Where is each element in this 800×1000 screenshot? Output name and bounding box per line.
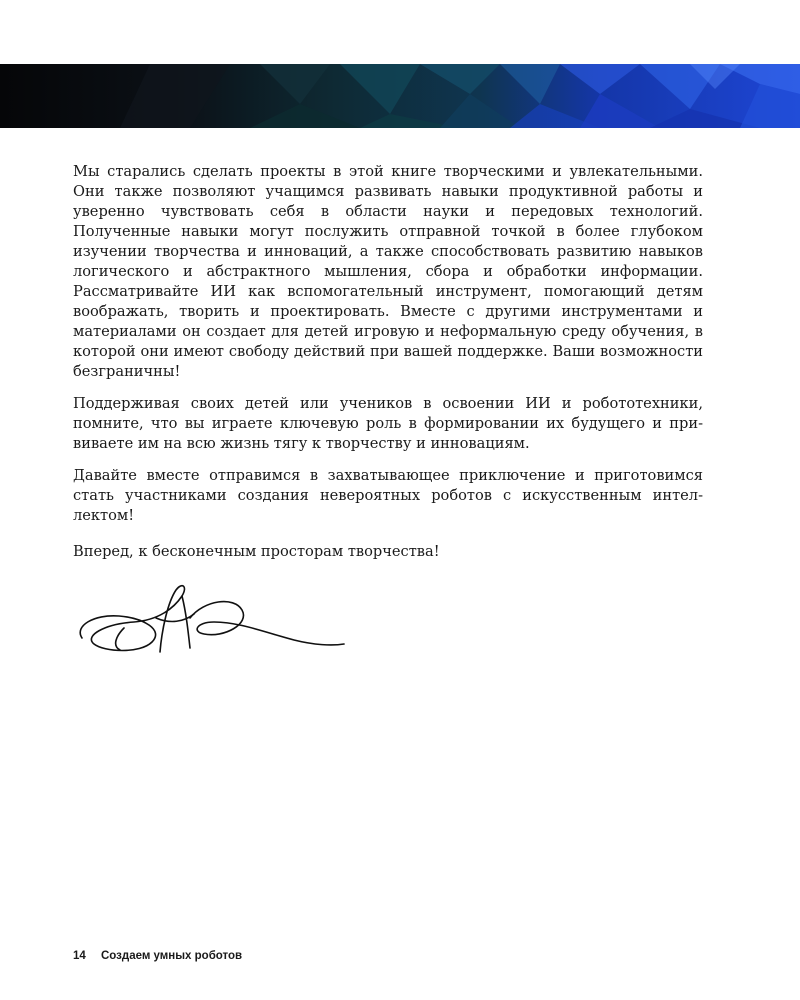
book-title: Создаем умных роботов — [101, 950, 243, 962]
closing-line: Вперед, к бесконечным просторам творчества! — [73, 543, 440, 560]
paragraph: Давайте вместе отправимся в захватывающее приключение и приготовимся стать участниками создания невероятных роботов с искусственным интеллектом! — [73, 467, 703, 524]
page-footer — [73, 950, 242, 962]
paragraph: Мы старались сделать проекты в этой книге творческими и увлекательными. Они также позволяют учащимся развивать навыки продуктивной работы и уверенно чувствовать себя в области науки и передовых технологий. Полученные навыки могут послужить отправной точкой в более глубоком изучении творчества и инноваций, а также способствовать развитию навыков логического и абстрактного мышления, сбора и обработки информации. Рассматривайте ИИ как вспомогательный инструмент, помогающий детям воображать, творить и проектировать. Вместе с другими инструментами и материалами он создает для детей игровую и неформальную среду обучения, в которой они имеют свободу действий при вашей поддержке. Ваши возможности безграничны! — [73, 163, 703, 380]
handwritten-signature — [64, 578, 354, 668]
paragraph: Поддерживая своих детей или учеников в освоении ИИ и робототехники, помните, что вы играете ключевую роль в формировании их будущего и прививаете им на всю жизнь тягу к творчеству и инновациям. — [73, 395, 703, 452]
polygon-pattern — [0, 64, 800, 128]
main-text — [73, 162, 703, 526]
page-number: 14 — [73, 950, 86, 962]
header-banner — [0, 64, 800, 128]
